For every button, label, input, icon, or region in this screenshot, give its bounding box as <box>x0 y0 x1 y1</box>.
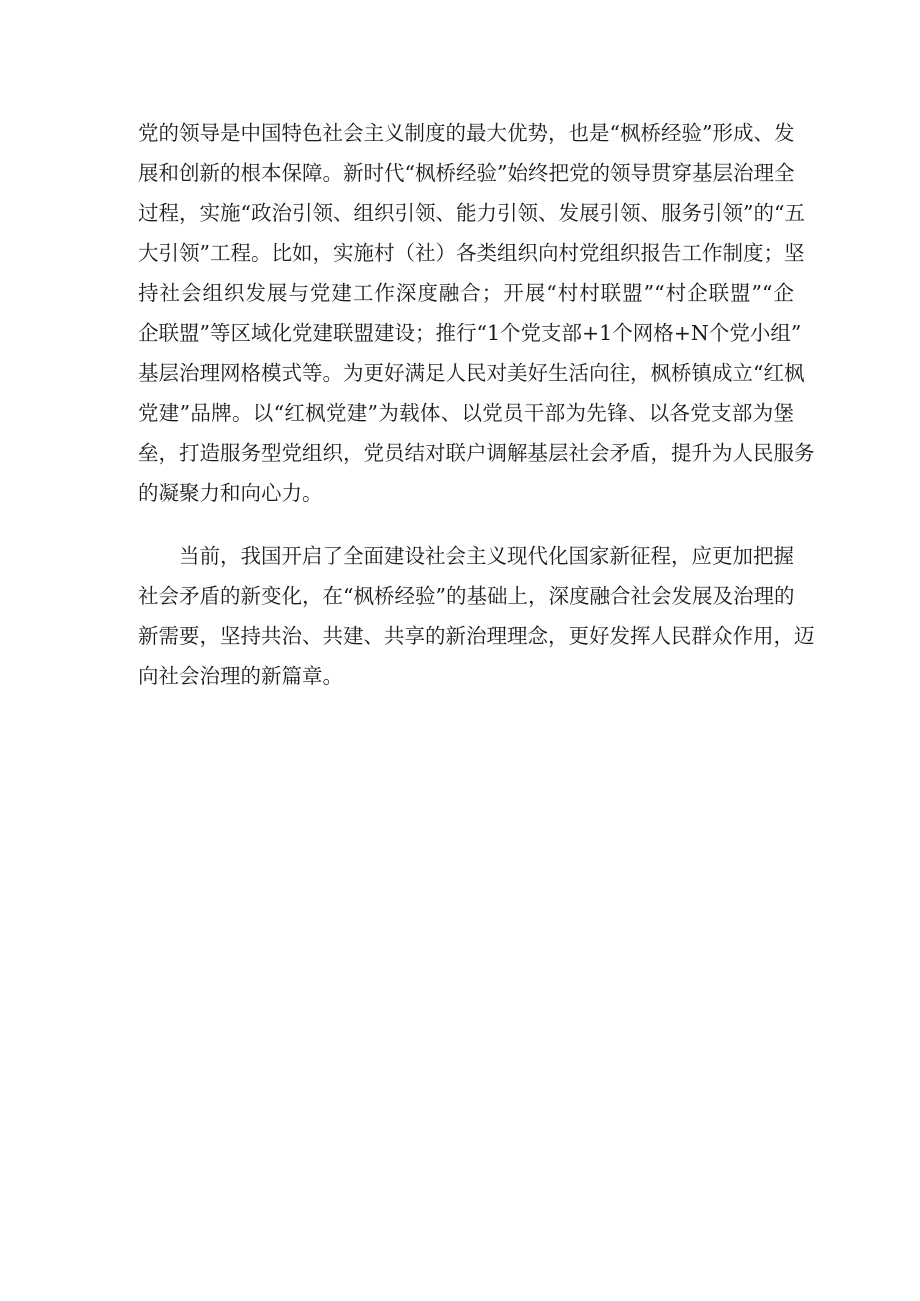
text-line: 党的领导是中国特色社会主义制度的最大优势，也是“枫桥经验”形成、发 <box>138 121 795 145</box>
text-line: 企联盟”等区域化党建联盟建设；推行“1个党支部+1个网格+N个党小组” <box>138 321 802 345</box>
text-line: 持社会组织发展与党建工作深度融合；开展“村村联盟”“村企联盟”“企 <box>138 281 794 305</box>
paragraph-1 <box>138 113 815 513</box>
paragraph-2 <box>138 536 815 696</box>
text-line: 社会矛盾的新变化，在“枫桥经验”的基础上，深度融合社会发展及治理的 <box>138 584 795 608</box>
paragraph-spacer <box>138 513 794 536</box>
text-line: 大引领”工程。比如，实施村（社）各类组织向村党组织报告工作制度；坚 <box>138 241 805 265</box>
text-line: 新需要，坚持共治、共建、共享的新治理理念，更好发挥人民群众作用，迈 <box>138 624 815 648</box>
text-line: 党建”品牌。以“红枫党建”为载体、以党员干部为先锋、以各党支部为堡 <box>138 401 794 425</box>
document-body <box>138 113 815 696</box>
text-line: 当前，我国开启了全面建设社会主义现代化国家新征程，应更加把握 <box>179 544 794 568</box>
text-line: 的凝聚力和向心力。 <box>138 481 323 505</box>
text-line: 向社会治理的新篇章。 <box>138 664 343 688</box>
text-line: 垒，打造服务型党组织，党员结对联户调解基层社会矛盾，提升为人民服务 <box>138 441 815 465</box>
text-line: 过程，实施“政治引领、组织引领、能力引领、发展引领、服务引领”的“五 <box>138 201 805 225</box>
text-line: 基层治理网格模式等。为更好满足人民对美好生活向往，枫桥镇成立“红枫 <box>138 361 805 385</box>
text-line: 展和创新的根本保障。新时代“枫桥经验”始终把党的领导贯穿基层治理全 <box>138 161 795 185</box>
